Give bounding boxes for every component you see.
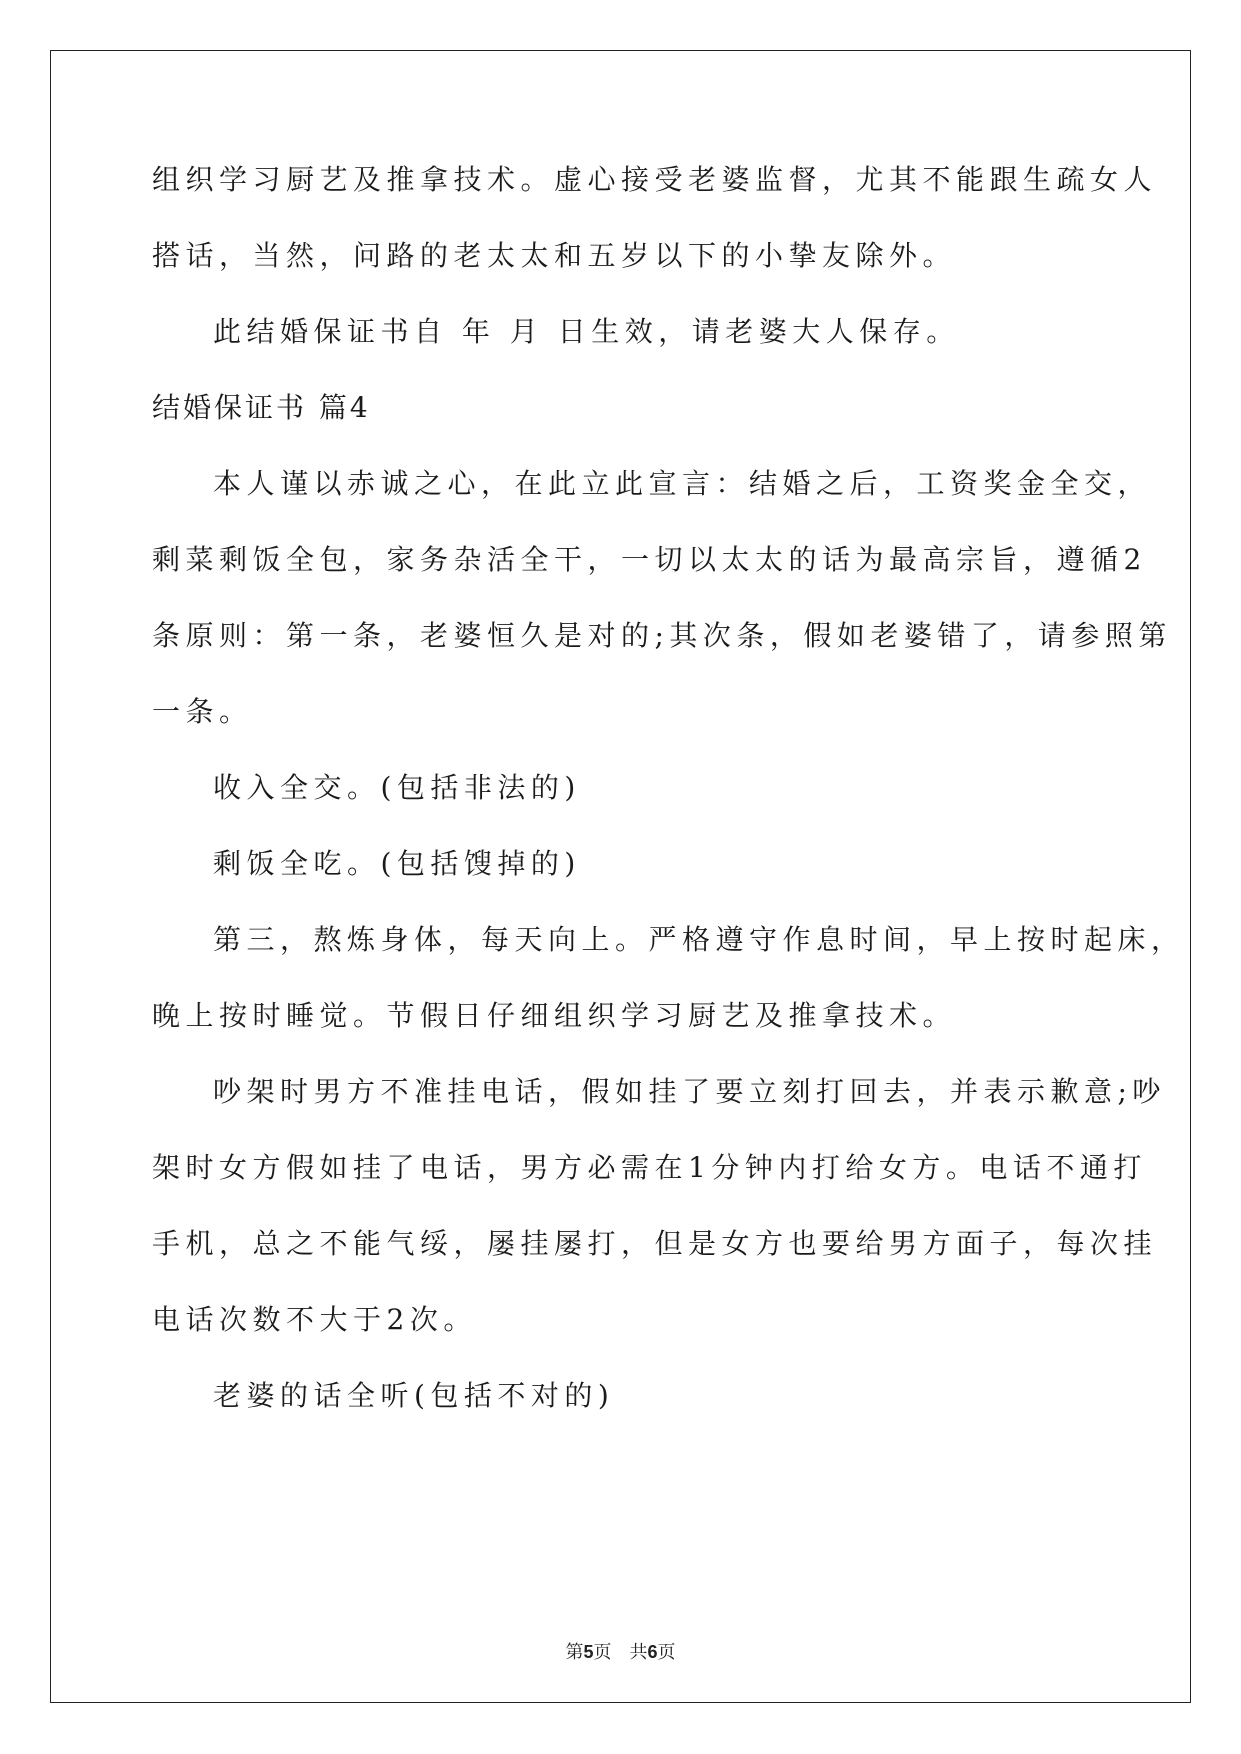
text-line: 此结婚保证书自 年 月 日生效，请老婆大人保存。: [213, 315, 960, 348]
text-line: 剩菜剩饭全包，家务杂活全干，一切以太太的话为最高宗旨，遵循2: [152, 543, 1147, 576]
text-line: 架时女方假如挂了电话，男方必需在1分钟内打给女方。电话不通打: [152, 1151, 1147, 1184]
text-line: 电话次数不大于2次。: [152, 1303, 477, 1336]
footer-total-prefix: 共: [629, 1642, 648, 1663]
footer-page-suffix: 页: [593, 1642, 612, 1663]
text-line: 吵架时男方不准挂电话，假如挂了要立刻打回去，并表示歉意;吵: [213, 1075, 1166, 1108]
text-line: 本人谨以赤诚之心，在此立此宣言：结婚之后，工资奖金全交，: [213, 467, 1152, 500]
section-heading: 结婚保证书 篇4: [152, 391, 371, 424]
footer-page-prefix: 第: [565, 1642, 584, 1663]
text-line: 组织学习厨艺及推拿技术。虚心接受老婆监督，尤其不能跟生疏女人: [152, 163, 1158, 196]
text-line: 一条。: [152, 695, 253, 728]
text-line: 剩饭全吃。(包括馊掉的): [213, 847, 581, 880]
text-line: 晚上按时睡觉。节假日仔细组织学习厨艺及推拿技术。: [152, 999, 957, 1032]
text-line: 第三，熬炼身体，每天向上。严格遵守作息时间，早上按时起床，: [213, 923, 1185, 956]
text-line: 收入全交。(包括非法的): [213, 771, 581, 804]
page-footer: [0, 1640, 1241, 1665]
text-line: 老婆的话全听(包括不对的): [213, 1379, 615, 1412]
text-line: 手机，总之不能气绥，屡挂屡打，但是女方也要给男方面子，每次挂: [152, 1227, 1158, 1260]
text-line: 条原则：第一条，老婆恒久是对的;其次条，假如老婆错了，请参照第: [152, 619, 1172, 652]
text-line: 搭话，当然，问路的老太太和五岁以下的小挚友除外。: [152, 239, 957, 272]
footer-total-suffix: 页: [657, 1642, 676, 1663]
footer-page-total: 6: [647, 1642, 658, 1662]
footer-page-current: 5: [583, 1642, 594, 1662]
